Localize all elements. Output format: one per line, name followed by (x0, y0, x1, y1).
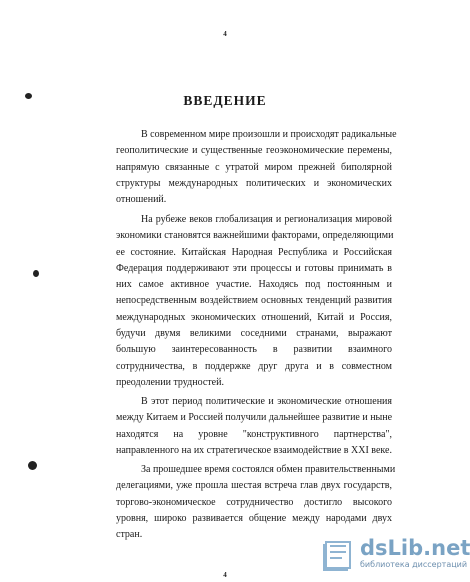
text-line: ее состояние. Китайская Народная Республика и Российская (116, 246, 392, 258)
section-heading: ВВЕДЕНИЕ (183, 93, 267, 108)
text-line: отношений. (116, 194, 167, 206)
text-line: непосредственным воздействием основных тенденций развития (116, 295, 392, 307)
text-line: делегациями, уже прошла шестая встреча глав двух государств, (116, 480, 392, 492)
watermark-subtitle: библиотека диссертаций (360, 560, 468, 569)
text-line: них самое активное участие. Находясь под постоянным и (116, 279, 392, 291)
text-line: направленного на их стратегическое взаимодействие в XXI веке. (116, 444, 392, 456)
text-line: Федерация поддерживают эти процессы и готовы принимать в (116, 262, 392, 274)
text-line: сотрудничества, в поддержке друг друга и в совместном (116, 360, 392, 372)
paragraph-1 (116, 127, 397, 208)
text-line: находятся на уровне "конструктивного партнерства", (116, 428, 392, 440)
text-line: будучи двумя великими соседними странами, выражают (116, 328, 392, 340)
paragraph-4 (116, 462, 396, 543)
text-line: В современном мире произошли и происходят радикальные (141, 129, 397, 140)
text-line: между Китаем и Россией получили дальнейшее развитие и ныне (116, 412, 393, 424)
page-number-top: 4 (223, 30, 227, 38)
text-line: торгово-экономическое сотрудничество достигло высокого (116, 496, 392, 508)
scan-mark (28, 461, 37, 470)
text-line: геополитические и существенные геоэкономические перемены, (116, 145, 392, 157)
text-line: преодолении трудностей. (116, 376, 224, 388)
watermark-logo (320, 536, 470, 576)
text-line: За прошедшее время состоялся обмен правительственными (141, 464, 396, 475)
watermark-name: dsLib.net (360, 536, 470, 560)
text-line: напрямую связанные с утратой миром прежней биполярной (116, 161, 392, 173)
text-line: уровня, широко развивается общение между народами двух (116, 512, 392, 524)
text-line: структуры международных политических и экономических (116, 177, 392, 189)
text-line: В этот период политические и экономические отношения (141, 396, 392, 407)
text-line: экономики становятся важнейшими факторами, определяющими (116, 230, 394, 242)
paragraph-3 (116, 394, 392, 459)
text-line: стран. (116, 529, 143, 541)
text-line: На рубеже веков глобализация и регионализация мировой (141, 214, 392, 225)
paragraph-2 (116, 212, 392, 391)
page-number-bottom: 4 (223, 571, 227, 579)
scan-mark (33, 270, 39, 277)
book-icon (320, 536, 356, 574)
text-line: большую заинтересованность в развитии взаимного (116, 344, 392, 356)
text-line: международных экономических отношений, Китай и Россия, (116, 311, 392, 323)
